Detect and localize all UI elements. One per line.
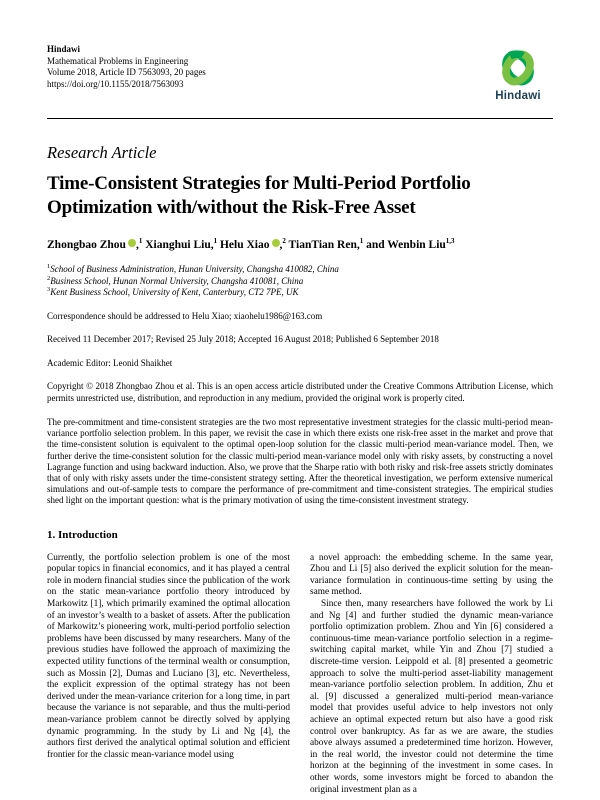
two-column-body <box>47 553 553 796</box>
copyright-line: Copyright © 2018 Zhongbao Zhou et al. This is an open access article distributed under the Creative Commons Attribution License, which permits unrestricted use, distribution, and reproduction in any medium, provided the original work is properly cited. <box>47 381 553 403</box>
affiliation-item <box>47 276 553 288</box>
author-name: Zhongbao Zhou <box>47 239 126 251</box>
history-line: Received 11 December 2017; Revised 25 July 2018; Accepted 16 August 2018; Published 6 September 2018 <box>47 334 439 344</box>
author-separator: , <box>135 239 139 251</box>
affiliation-text: Kent Business School, University of Kent, Canterbury, CT2 7PE, UK <box>50 287 299 297</box>
affiliation-sup: 2 <box>47 274 51 282</box>
orcid-icon[interactable] <box>272 239 280 247</box>
hindawi-wordmark: Hindawi <box>495 90 541 102</box>
author-affil-sup: 1 <box>213 237 218 246</box>
correspondence-email[interactable]: xiaohelu1986@163.com <box>233 310 323 321</box>
publisher-name: Hindawi <box>47 44 81 54</box>
hindawi-logo-icon <box>495 48 541 88</box>
hindawi-logo <box>483 48 553 102</box>
article-title: Time-Consistent Strategies for Multi-Period Portfolio Optimization with/without the Risk-Free Asset <box>47 173 471 218</box>
affiliation-item <box>47 264 553 276</box>
author-affil-sup: 2 <box>282 237 286 246</box>
body-paragraph: Since then, many researchers have followed the work by Li and Ng [4] and further studied the dynamic mean-variance portfolio optimization problem. Zhou and Yin [6] considered a continuous-time mean-variance portfolio selection in a regime-switching capital market, while Yin and Zhou [7] studied a discrete-time version. Leippold et al. [8] presented a geometric approach to solve the multi-period asset-liability management mean-variance portfolio selection problem. In addition, Zhu et al. [9] discussed a generalized multi-period mean-variance model that provides useful advice to help investors not only achieve an optimal expected return but also have a good risk control over bankruptcy. As far as we are aware, the studies above always assumed a predetermined time horizon. However, in the real world, the investor could not determine the time horizon at the beginning of the investment in some cases. In other words, some investors might be forced to abandon the original investment plan as a <box>310 599 553 795</box>
author-affil-sup: 1,3 <box>445 237 455 246</box>
affiliation-sup: 1 <box>47 263 51 270</box>
section-heading-introduction: 1. Introduction <box>47 528 118 541</box>
abstract-text: The pre-commitment and time-consistent strategies are the two most representative investment strategies for the classic multi-period mean-variance portfolio selection problem. In this paper, we revisit the case in which there exists one risk-free asset in the market and prove that the time-consistent solution is equivalent to the optimal open-loop solution for the classic multi-period mean-variance model. Then, we further derive the time-consistent solution for the classic multi-period mean-variance model only with risky assets, by constructing a novel Lagrange function and using backward induction. Also, we prove that the Sharpe ratio with both risky and risk-free assets strictly dominates that of only with risky assets under the time-consistent strategy setting. After the theoretical investigation, we perform extensive numerical simulations and out-of-sample tests to compare the performance of pre-commitment and time-consistent strategies. The empirical studies shed light on the important question: what is the primary motivation of using the time-consistent investment strategy. <box>47 417 553 506</box>
author-name: Xianghui Liu <box>145 239 211 251</box>
author-separator: , <box>210 239 214 251</box>
article-type: Research Article <box>47 143 157 162</box>
author-name: TianTian Ren <box>288 239 357 251</box>
orcid-icon[interactable] <box>128 239 136 247</box>
journal-name: Mathematical Problems in Engineering <box>47 55 189 66</box>
header-divider <box>47 118 553 119</box>
author-affil-sup: 1 <box>359 237 364 246</box>
publication-meta <box>47 44 206 90</box>
editor-line: Academic Editor: Leonid Shaikhet <box>47 357 173 368</box>
body-paragraph: Currently, the portfolio selection problem is one of the most popular topics in financial economics, and it has played a central role in modern financial studies since the publication of the work on the static mean-variance portfolio theory introduced by Markowitz [1], which primarily examined the optimal allocation of an investor’s wealth to a basket of assets. After the publication of Markowitz’s pioneering work, multi-period portfolio selection problems have been discussed by many researchers. Many of the previous studies have followed the approach of maximizing the expected utility functions of the terminal wealth or consumption, such as Mossin [2], Dumas and Luciano [3], etc. Nevertheless, the explicit expression of the optimal strategy has not been derived under the mean-variance criterion for a long time, in part because the variance is not separable, and thus the multi-period mean-variance problem cannot be directly solved by applying dynamic programming. In the study by Li and Ng [4], the authors first derived the analytical optimal solution and efficient frontier for the classic mean-variance model using <box>47 552 290 760</box>
author-name: and Wenbin Liu <box>366 239 446 251</box>
affiliation-sup: 3 <box>47 286 51 293</box>
correspondence-text: Correspondence should be addressed to Helu Xiao; <box>47 310 234 321</box>
body-paragraph: a novel approach: the embedding scheme. In the same year, Zhou and Li [5] also derived the explicit solution for the mean-variance formulation in continuous-time setting by using the same method. <box>310 552 553 598</box>
author-list <box>47 239 553 251</box>
doi-link[interactable]: https://doi.org/10.1155/2018/7563093 <box>47 78 184 89</box>
body-column-right <box>310 553 553 796</box>
affiliation-text: Business School, Hunan Normal University, Changsha 410081, China <box>50 275 304 286</box>
affiliation-item <box>47 287 553 299</box>
correspondence-line <box>47 311 553 323</box>
affiliation-text: School of Business Administration, Hunan University, Changsha 410082, China <box>50 264 339 274</box>
affiliation-list <box>47 264 553 299</box>
author-separator: , <box>279 239 283 251</box>
author-separator: , <box>356 239 360 251</box>
volume-line: Volume 2018, Article ID 7563093, 20 pages <box>47 67 206 77</box>
body-column-left <box>47 553 290 796</box>
page-header <box>47 44 553 102</box>
author-affil-sup: 1 <box>138 237 143 246</box>
author-name: Helu Xiao <box>219 239 270 251</box>
